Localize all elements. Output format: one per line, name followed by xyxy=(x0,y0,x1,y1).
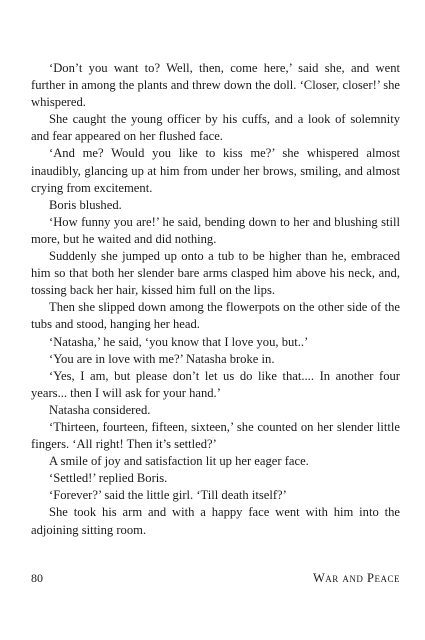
paragraph: ‘You are in love with me?’ Natasha broke in. xyxy=(49,351,275,366)
paragraph: ‘Thirteen, fourteen, fifteen, sixteen,’ she counted on her slender little fingers. ‘All right! Then it’s settled?’ xyxy=(31,419,400,452)
paragraph: ‘Settled!’ replied Boris. xyxy=(49,471,168,486)
paragraph: ‘How funny you are!’ he said, bending down to her and blushing still more, but he waited and did nothing. xyxy=(31,214,400,246)
paragraph: ‘Yes, I am, but please don’t let us do like that.... In another four years... then I will ask for your hand.’ xyxy=(31,368,400,400)
paragraph: ‘Don’t you want to? Well, then, come here,’ said she, and went further in among the plants and threw down the doll. ‘Closer, closer!’ she whispered. xyxy=(31,61,400,110)
running-title: War and Peace xyxy=(313,571,400,585)
page-footer xyxy=(31,571,400,589)
paragraph: She took his arm and with a happy face went with him into the adjoining sitting room. xyxy=(31,505,400,537)
paragraph: ‘Natasha,’ he said, ‘you know that I love you, but..’ xyxy=(49,334,309,349)
paragraph: Natasha considered. xyxy=(49,402,151,417)
paragraph: ‘Forever?’ said the little girl. ‘Till death itself?’ xyxy=(49,488,287,503)
paragraph: Suddenly she jumped up onto a tub to be higher than he, embraced him so that both her slender bare arms clasped him above his neck, and, tossing back her hair, kissed him full on the lips. xyxy=(31,249,400,298)
page-number: 80 xyxy=(31,571,43,585)
body-text xyxy=(31,60,400,539)
paragraph: A smile of joy and satisfaction lit up her eager face. xyxy=(49,454,309,469)
paragraph: She caught the young officer by his cuffs, and a look of solemnity and fear appeared on her flushed face. xyxy=(31,112,400,144)
paragraph: Boris blushed. xyxy=(49,197,122,212)
paragraph: ‘And me? Would you like to kiss me?’ she whispered almost inaudibly, glancing up at him from under her brows, smiling, and almost crying from excitement. xyxy=(31,146,400,195)
paragraph: Then she slipped down among the flowerpots on the other side of the tubs and stood, hanging her head. xyxy=(31,300,400,332)
